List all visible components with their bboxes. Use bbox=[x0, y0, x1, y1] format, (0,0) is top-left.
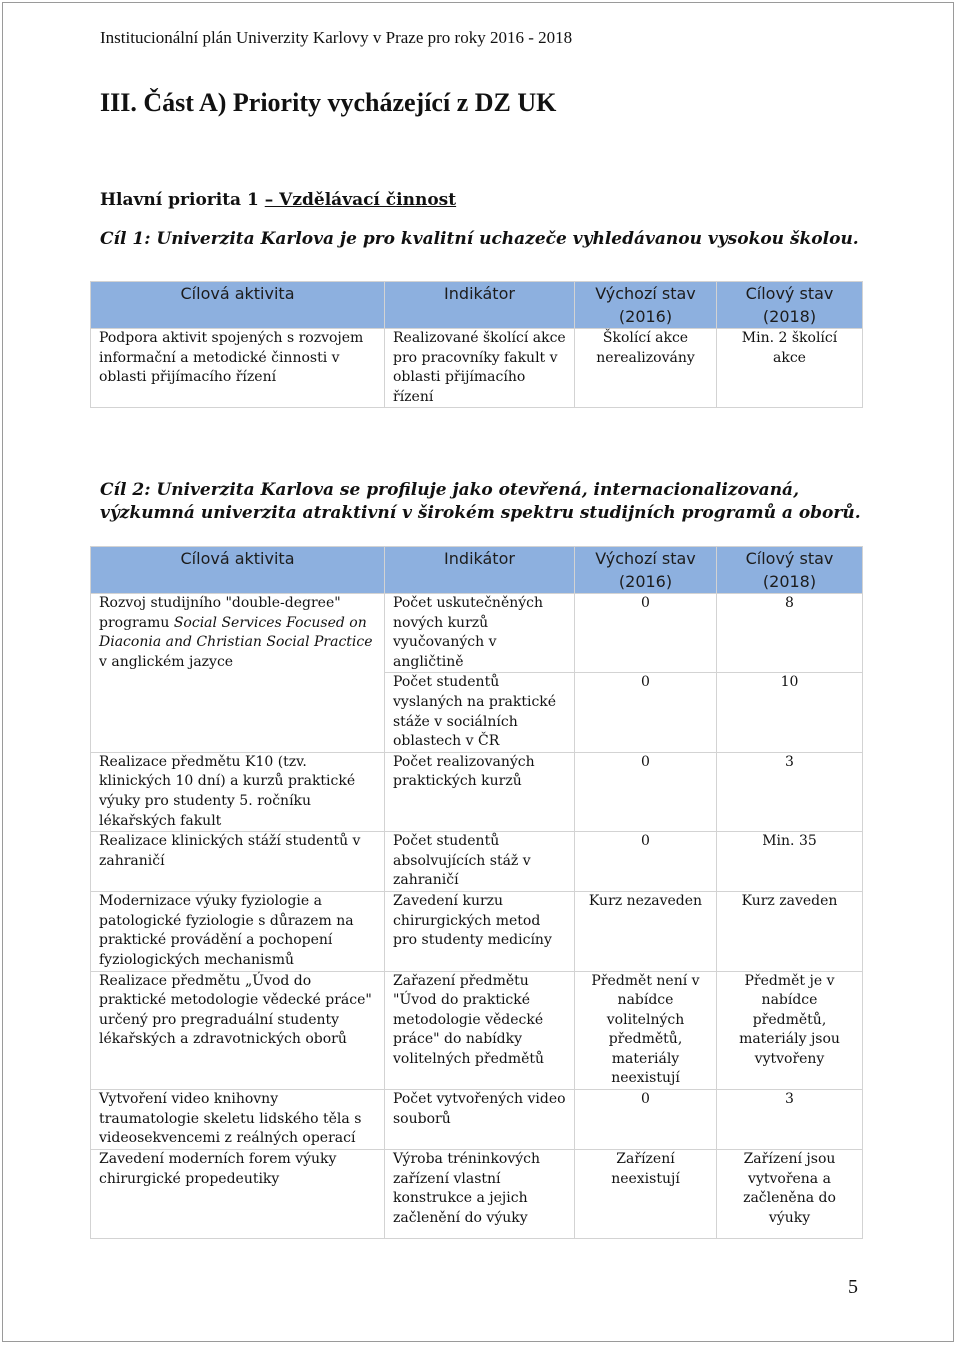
table-row bbox=[91, 329, 863, 408]
priority-prefix: Hlavní priorita 1 bbox=[100, 190, 265, 210]
activity-cell: Realizace předmětu K10 (tzv. klinických 10 dní) a kurzů praktické výuky pro studenty 5. ročníku lékařských fakult bbox=[91, 752, 385, 831]
baseline-cell: Předmět není v nabídce volitelných předmětů, materiály neexistují bbox=[575, 971, 717, 1090]
activity-cell: Podpora aktivit spojených s rozvojem informační a metodické činnosti v oblasti přijímacího řízení bbox=[91, 329, 385, 408]
table-row bbox=[91, 1090, 863, 1150]
indicator-cell: Výroba tréninkových zařízení vlastní konstrukce a jejich začlenění do výuky bbox=[385, 1150, 575, 1239]
column-header-baseline: Výchozí stav (2016) bbox=[575, 282, 717, 329]
indicator-cell: Realizované školící akce pro pracovníky fakult v oblasti přijímacího řízení bbox=[385, 329, 575, 408]
baseline-cell: Kurz nezaveden bbox=[575, 892, 717, 971]
baseline-cell: 0 bbox=[575, 1090, 717, 1150]
target-cell: Min. 2 školící akce bbox=[717, 329, 863, 408]
indicator-cell: Zavedení kurzu chirurgických metod pro studenty medicíny bbox=[385, 892, 575, 971]
baseline-cell: 0 bbox=[575, 673, 717, 752]
table-row bbox=[91, 752, 863, 831]
target-cell: 10 bbox=[717, 673, 863, 752]
program-name: Social Services Focused on Diaconia and Christian Social Practice bbox=[99, 614, 373, 651]
goal-2-heading: Cíl 2: Univerzita Karlova se profiluje jako otevřená, internacionalizovaná, výzkumná univerzita atraktivní v širokém spektru studijních programů a oborů. bbox=[100, 480, 861, 523]
indicator-cell: Počet studentů absolvujících stáž v zahraničí bbox=[385, 832, 575, 892]
page-number: 5 bbox=[848, 1276, 858, 1298]
goal-1-heading: Cíl 1: Univerzita Karlova je pro kvalitní uchazeče vyhledávanou vysokou školou. bbox=[100, 229, 859, 249]
baseline-cell: Zařízení neexistují bbox=[575, 1150, 717, 1239]
column-header-indicator: Indikátor bbox=[385, 282, 575, 329]
activity-cell: Zavedení moderních forem výuky chirurgické propedeutiky bbox=[91, 1150, 385, 1239]
goal-2-table bbox=[90, 546, 863, 1239]
activity-text: Rozvoj studijního "double-degree" programu bbox=[99, 595, 341, 631]
table-row bbox=[91, 892, 863, 971]
table-header-row bbox=[91, 282, 863, 329]
baseline-cell: 0 bbox=[575, 752, 717, 831]
baseline-cell: 0 bbox=[575, 832, 717, 892]
indicator-cell: Počet uskutečněných nových kurzů vyučovaných v angličtině bbox=[385, 594, 575, 673]
target-cell: Zařízení jsou vytvořena a začleněna do výuky bbox=[717, 1150, 863, 1239]
activity-cell: Realizace předmětu „Úvod do praktické metodologie vědecké práce" určený pro pregraduální studenty lékařských a zdravotnických oborů bbox=[91, 971, 385, 1090]
column-header-indicator: Indikátor bbox=[385, 547, 575, 594]
column-header-baseline: Výchozí stav (2016) bbox=[575, 547, 717, 594]
indicator-cell: Počet realizovaných praktických kurzů bbox=[385, 752, 575, 831]
indicator-cell: Počet vytvořených video souborů bbox=[385, 1090, 575, 1150]
column-header-target: Cílový stav (2018) bbox=[717, 282, 863, 329]
table-row bbox=[91, 832, 863, 892]
priority-heading bbox=[100, 190, 456, 210]
section-title: III. Část A) Priority vycházející z DZ UK bbox=[100, 88, 557, 117]
baseline-cell: Školící akce nerealizovány bbox=[575, 329, 717, 408]
indicator-cell: Zařazení předmětu "Úvod do praktické metodologie vědecké práce" do nabídky volitelných předmětů bbox=[385, 971, 575, 1090]
table-row bbox=[91, 594, 863, 673]
column-header-target: Cílový stav (2018) bbox=[717, 547, 863, 594]
baseline-cell: 0 bbox=[575, 594, 717, 673]
target-cell: 8 bbox=[717, 594, 863, 673]
document-header: Institucionální plán Univerzity Karlovy v Praze pro roky 2016 - 2018 bbox=[100, 28, 573, 47]
activity-cell: Modernizace výuky fyziologie a patologické fyziologie s důrazem na praktické provádění a pochopení fyziologických mechanismů bbox=[91, 892, 385, 971]
target-cell: 3 bbox=[717, 1090, 863, 1150]
indicator-cell: Počet studentů vyslaných na praktické stáže v sociálních oblastech v ČR bbox=[385, 673, 575, 752]
table-row bbox=[91, 971, 863, 1090]
priority-name: – Vzdělávací činnost bbox=[264, 190, 457, 210]
table-row bbox=[91, 1150, 863, 1239]
goal-1-table bbox=[90, 281, 863, 408]
column-header-activity: Cílová aktivita bbox=[91, 547, 385, 594]
activity-cell: Realizace klinických stáží studentů v zahraničí bbox=[91, 832, 385, 892]
target-cell: 3 bbox=[717, 752, 863, 831]
activity-text-end: v anglickém jazyce bbox=[99, 653, 234, 670]
column-header-activity: Cílová aktivita bbox=[91, 282, 385, 329]
table-header-row bbox=[91, 547, 863, 594]
activity-cell bbox=[91, 594, 385, 753]
target-cell: Kurz zaveden bbox=[717, 892, 863, 971]
target-cell: Min. 35 bbox=[717, 832, 863, 892]
target-cell: Předmět je v nabídce předmětů, materiály jsou vytvořeny bbox=[717, 971, 863, 1090]
activity-cell: Vytvoření video knihovny traumatologie skeletu lidského těla s videosekvencemi z reálných operací bbox=[91, 1090, 385, 1150]
